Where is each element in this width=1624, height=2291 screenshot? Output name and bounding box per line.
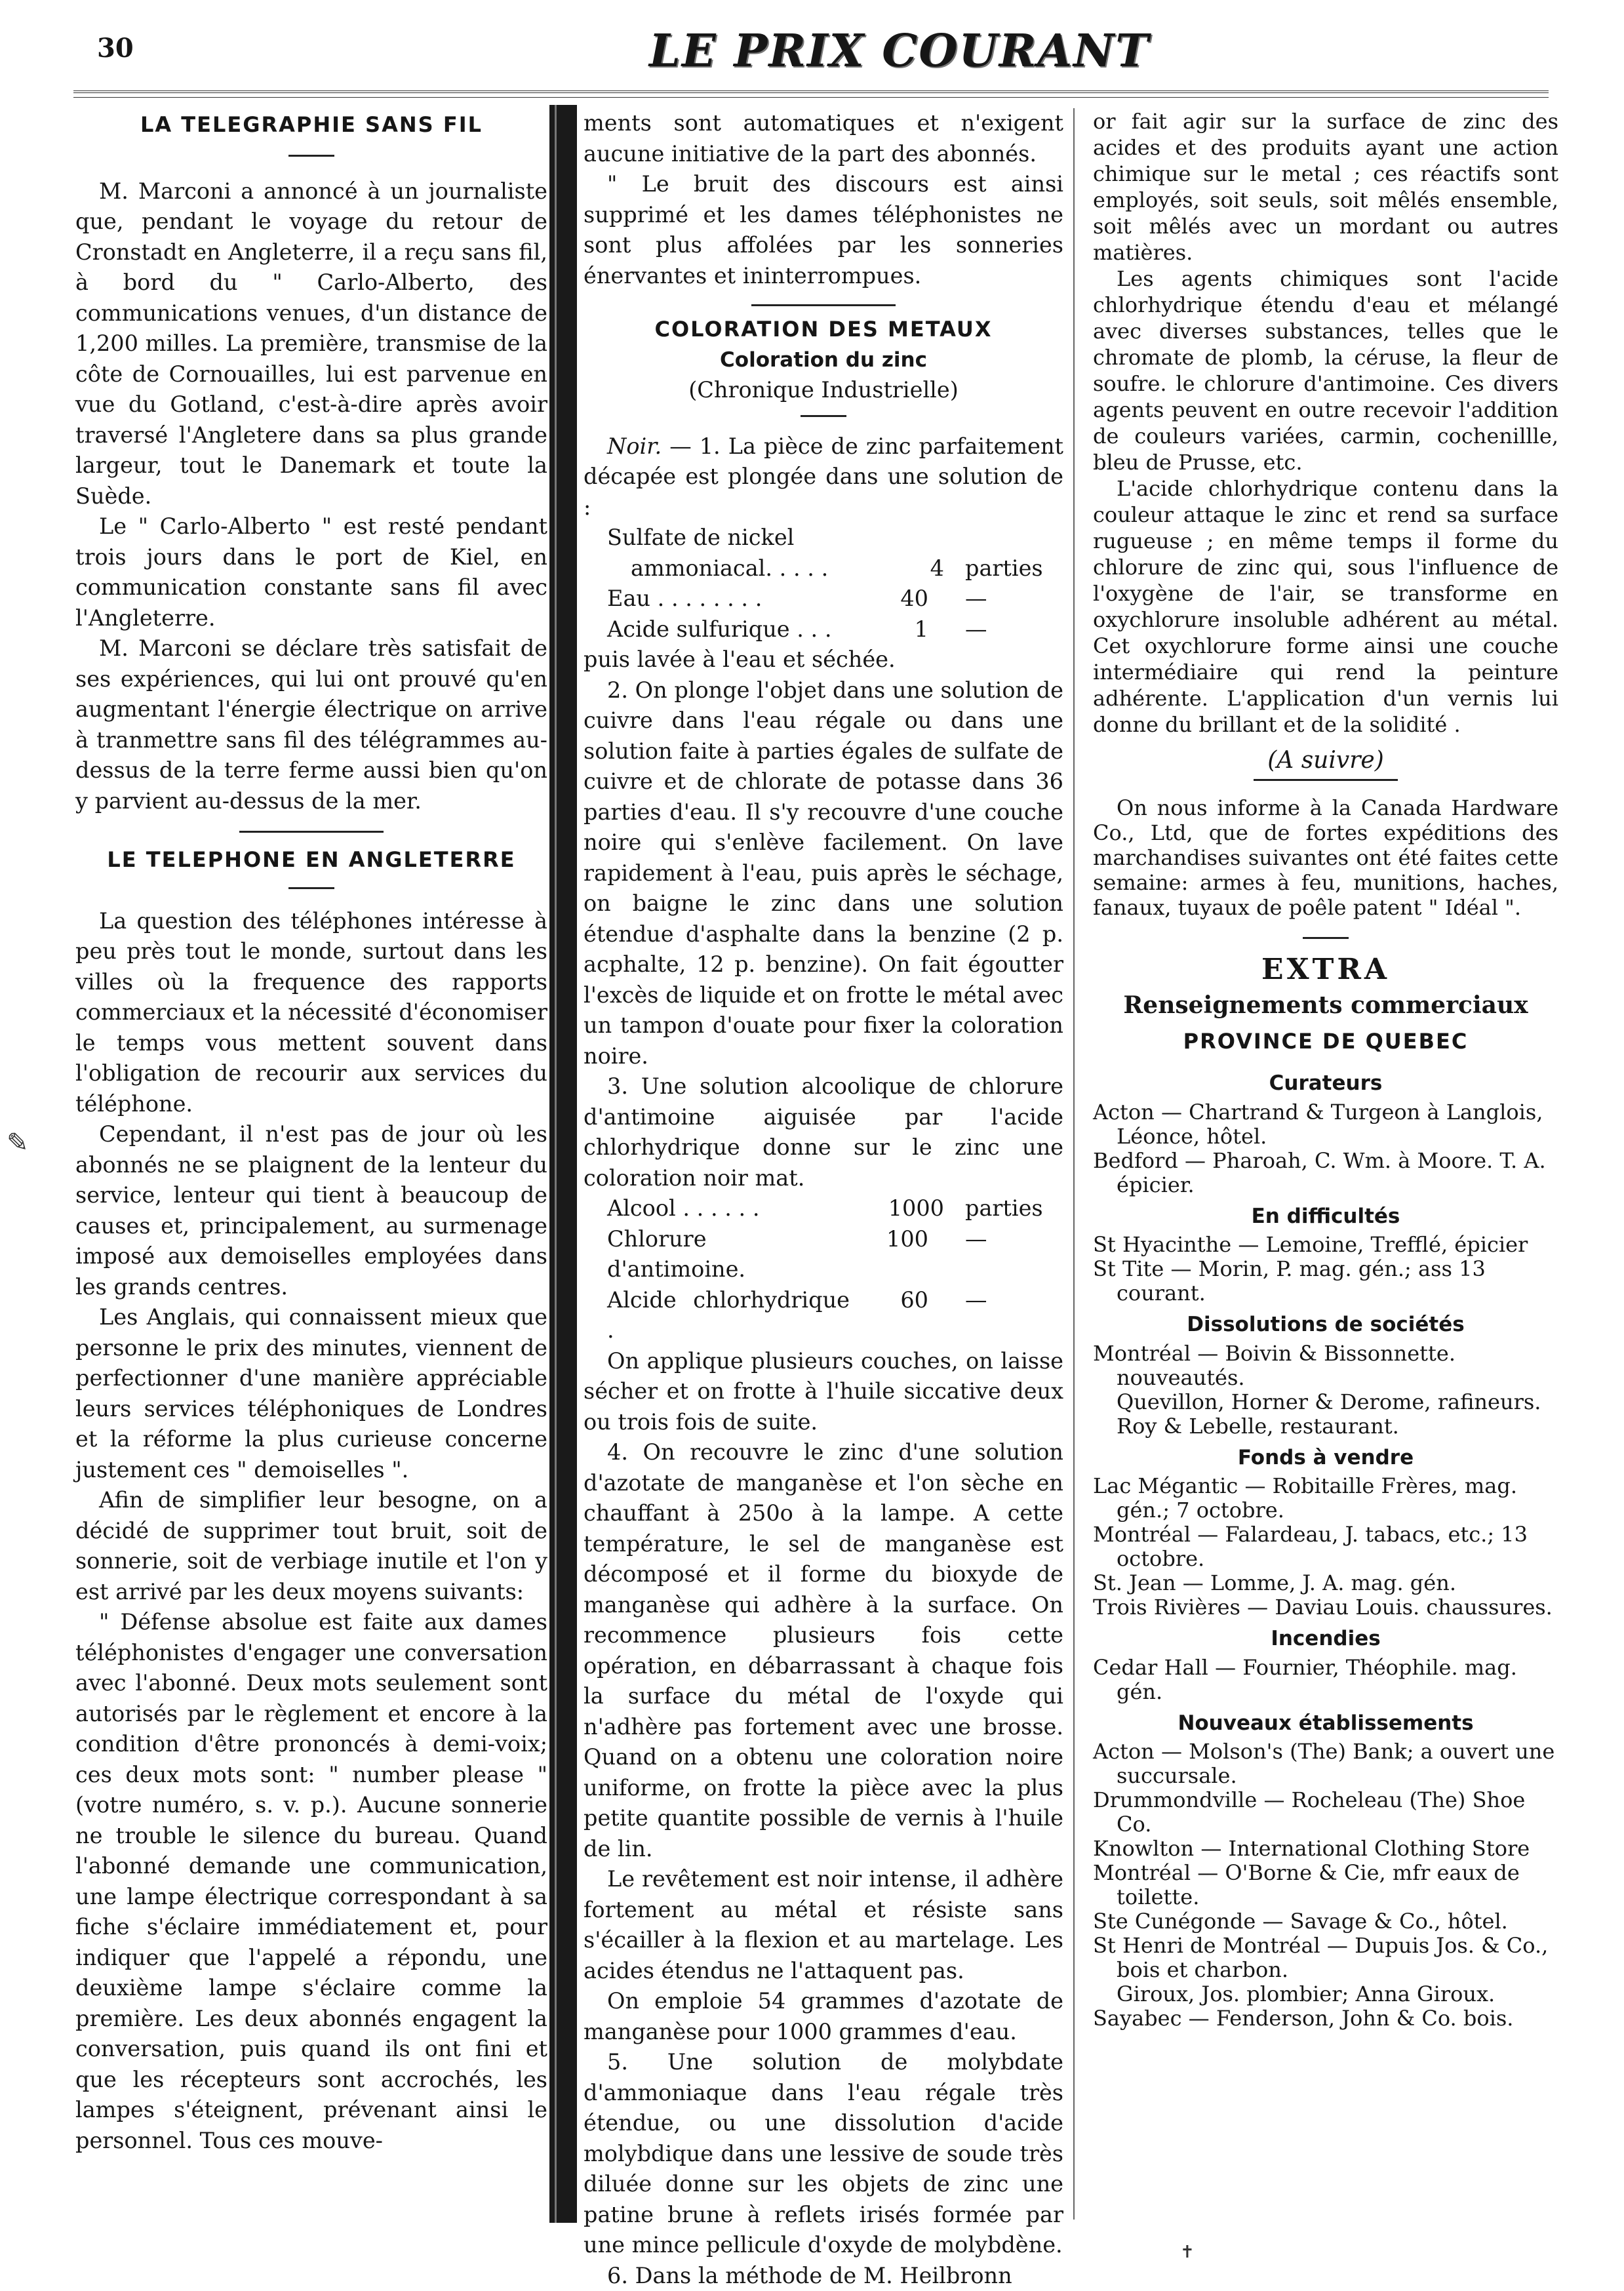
margin-mark-icon: ✎ [7,1128,29,1158]
formula-name: Chlorure d'antimoine. [584,1224,850,1285]
notice-paragraph: On nous informe à la Canada Hardware Co., Ltd, que de fortes expéditions des marchandises suivantes ont été faites cette semaine: armes à feu, munitions, haches, fanaux, tuyaux de poêle patent " Idéal ". [1093,795,1558,920]
formula-row [584,1224,1063,1285]
paragraph: puis lavée à l'eau et séchée. [584,645,1063,675]
article-source: (Chronique Industrielle) [584,375,1063,406]
paragraph: 6. Dans la méthode de M. Heilbronn [584,2261,1063,2291]
formula-name: Alcide chlorhydrique . [584,1285,850,1346]
formula-unit: parties [955,553,1063,584]
paragraph: L'acide chlorhydrique contenu dans la couleur attaque le zinc et rend sa surface rugueuse ; en même temps il forme du chlorure de zinc qui, sous l'influence de l'oxygène de l'air, se transforme en oxychlorure insoluble adhérent au métal. Cet oxychlorure forme ainsi une couche intermédiaire qui rend la peinture adhérente. L'application d'un vernis lui donne du brillant et de la solidité . [1093,475,1558,738]
formula-row [584,584,1063,614]
list-item: St Tite — Morin, P. mag. gén.; ass 13 courant. [1093,1257,1558,1305]
paragraph: M. Marconi a annoncé à un journaliste que, pendant le voyage du retour de Cronstadt en Angleterre, il a reçu sans fil, à bord du " Carlo-Alberto, des communications venues, d'un distance de 1,200 milles. La première, transmise de la côte de Cornouailles, lui est parvenue en vue du Gotland, c'est-à-dire après avoir traversé l'Angletere dans sa plus grande largeur, tout le Danemark et toute la Suède. [75,176,547,512]
province-heading: PROVINCE DE QUEBEC [1093,1026,1558,1057]
list-item: Sayabec — Fenderson, John & Co. bois. [1093,2006,1558,2031]
paragraph: " Défense absolue est faite aux dames téléphonistes d'engager une conversation avec l'abonné. Deux mots seulement sont autorisés par le règlement et encore à la condition d'être prononcés à demi-voix; ces deux mots sont: " number please " (votre numéro, s. v. p.). Aucune sonnerie ne trouble le silence du bureau. Quand l'abonné demande une communication, une lampe électrique correspondant à sa fiche s'éclaire immédiatement et, pour indiquer que l'appelé a répondu, une deuxième lampe s'éclaire comme la première. Les deux abonnés engagent la conversation, puis quand ils ont fini et que les récepteurs sont accrochés, les lampes s'éteignent, prévenant ainsi le personnel. Tous ces mouve- [75,1607,547,2156]
paragraph: 4. On recouvre le zinc d'une solution d'azotate de manganèse et l'on sèche en chauffant à 250o à la lampe. A cette température, le sel de manganèse est décomposé et il forme du bioxyde de manganèse qui adhère à la surface. On recommence plusieurs fois cette opération, en débarrassant à chaque fois la surface du métal de l'oxyde qui n'adhère pas fortement avec une brosse. Quand on a obtenu une coloration noire uniforme, on frotte la pièce avec la plus petite quantite possible de vernis à l'huile de lin. [584,1437,1063,1864]
list-item: Acton — Chartrand & Turgeon à Langlois, Léonce, hôtel. [1093,1100,1558,1149]
paragraph: or fait agir sur la surface de zinc des acides et des produits ayant une action chimique sur le metal ; ces réactifs sont employés, soit seuls, soit mêlés ensemble, soit mêlés avec un mordant ou autres matières. [1093,108,1558,266]
noir-label: Noir. [607,433,662,459]
paragraph: Afin de simplifier leur besogne, on a décidé de supprimer tout bruit, soit de sonnerie, soit de verbiage inutile et l'on y est arrivé par les deux moyens suivants: [75,1485,547,1607]
formula-unit: parties [955,1193,1063,1224]
formula-name: ammoniacal. . . . . [584,553,865,584]
title-rule [1303,937,1349,939]
formula-qty: 1 [850,614,939,645]
title-rule [288,887,334,889]
paragraph: ments sont automatiques et n'exigent aucune initiative de la part des abonnés. [584,108,1063,169]
list-item: Lac Mégantic — Robitaille Frères, mag. gén.; 7 octobre. [1093,1474,1558,1523]
paragraph: Les Anglais, qui connaissent mieux que personne le prix des minutes, viennent de perfectionner d'une manière appréciable leurs services téléphoniques de Londres et la réforme la plus curieuse concerne justement ces " demoiselles ". [75,1302,547,1485]
column-2 [584,108,1063,2226]
paragraph: Cependant, il n'est pas de jour où les abonnés ne se plaignent de la lenteur du service, lenteur qui tient à beaucoup de causes et, principalement, au surmenage imposé aux demoiselles employées dans les grands centres. [75,1119,547,1302]
formula-row [584,614,1063,645]
section-heading: En difficultés [1093,1201,1558,1232]
paragraph [584,431,1063,523]
section-heading: Dissolutions de sociétés [1093,1309,1558,1340]
paragraph: Le revêtement est noir intense, il adhère fortement au métal et résiste sans s'écailler à la flexion et au martelage. Les acides étendus ne l'attaquent pas. [584,1864,1063,1986]
list-item: Cedar Hall — Fournier, Théophile. mag. gén. [1093,1656,1558,1704]
paragraph: La question des téléphones intéresse à peu près tout le monde, surtout dans les villes où la frequence des rapports commerciaux et la nécessité d'économiser le temps vous mettent souvent dans l'obligation de recourir aux services du téléphone. [75,906,547,1120]
section-rule [239,831,384,833]
list-item: Quevillon, Horner & Derome, rafineurs. [1093,1390,1558,1414]
list-item: Drummondville — Rocheleau (The) Shoe Co. [1093,1788,1558,1837]
list-item: Roy & Lebelle, restaurant. [1093,1414,1558,1439]
list-item: Giroux, Jos. plombier; Anna Giroux. [1093,1982,1558,2006]
formula-qty: 1000 [865,1193,955,1224]
binding-gutter [549,105,577,2223]
formula-name: Eau . . . . . . . . [584,584,850,614]
extra-heading: EXTRA [1093,955,1558,986]
formula-row [584,1285,1063,1346]
list-item: St Henri de Montréal — Dupuis Jos. & Co., bois et charbon. [1093,1934,1558,1982]
renseignements-heading: Renseignements commerciaux [1093,990,1558,1021]
formula-qty: 40 [850,584,939,614]
list-item: Montréal — O'Borne & Cie, mfr eaux de toilette. [1093,1861,1558,1909]
formula-qty: 4 [865,553,955,584]
paragraph-text: — 1. La pièce de zinc parfaitement décapée est plongée dans une solution de : [584,433,1063,520]
header-rule [73,90,1549,98]
paragraph: 3. Une solution alcoolique de chlorure d'antimoine aiguisée par l'acide chlorhydrique donne sur le zinc une coloration noir mat. [584,1071,1063,1193]
list-item: Bedford — Pharoah, C. Wm. à Moore. T. A. épicier. [1093,1149,1558,1197]
article-title-telegraphie: LA TELEGRAPHIE SANS FIL [75,110,547,140]
formula-unit: — [939,614,1063,645]
section-heading: Incendies [1093,1624,1558,1654]
formula-head: Sulfate de nickel [584,523,1063,553]
paragraph: 5. Une solution de molybdate d'ammoniaque dans l'eau régale très étendue, ou une dissolution d'acide molybdique dans une lessive de soude très diluée donne sur les objets de zinc une patine brune à reflets irisés formée par une mince pellicule d'oxyde de molybdène. [584,2047,1063,2261]
masthead-logo: LE PRIX COURANT [649,25,1150,77]
formula-name: Acide sulfurique . . . [584,614,850,645]
paragraph: M. Marconi se déclare très satisfait de ses expériences, qui lui ont prouvé qu'en augmentant l'énergie électrique on arrive à tranmettre sans fil des télégrammes au-dessus de la terre ferme aussi bien qu'on y parvient au-dessus de la mer. [75,633,547,816]
list-item: Knowlton — International Clothing Store [1093,1837,1558,1861]
a-suivre: (A suivre) [1093,746,1558,776]
column-divider [1073,108,1075,2220]
formula-unit: — [939,1285,1063,1346]
section-heading: Curateurs [1093,1068,1558,1099]
title-rule [801,415,846,417]
list-item: Montréal — Boivin & Bissonnette. nouveautés. [1093,1342,1558,1390]
list-item: Trois Rivières — Daviau Louis. chaussures. [1093,1595,1558,1620]
paragraph: 2. On plonge l'objet dans une solution de cuivre dans l'eau régale ou dans une solution faite à parties égales de sulfate de cuivre et de chlorate de potasse dans 36 parties d'eau. Il s'y recouvre d'une couche noire qui s'enlève facilement. On lave rapidement à l'eau, puis après le séchage, on baigne le zinc dans une solution étendue d'asphalte dans la benzine (2 p. acphalte, 12 p. benzine). On fait égoutter l'excès de liquide et on frotte le métal avec un tampon d'ouate pour fixer la coloration noire. [584,675,1063,1072]
list-item: Montréal — Falardeau, J. tabacs, etc.; 13 octobre. [1093,1523,1558,1571]
list-item: Acton — Molson's (The) Bank; a ouvert une succursale. [1093,1740,1558,1788]
column-1 [75,108,547,2226]
formula-qty: 60 [850,1285,939,1346]
title-rule [288,155,334,157]
formula-row [584,1193,1063,1224]
article-title-coloration: COLORATION DES METAUX [584,314,1063,345]
article-title-telephone: LE TELEPHONE EN ANGLETERRE [75,845,547,875]
footer-mark-icon: ✝ [1180,2242,1195,2262]
section-rule [751,304,896,306]
paragraph: On applique plusieurs couches, on laisse sécher et on frotte à l'huile siccative deux ou trois fois de suite. [584,1346,1063,1438]
paragraph: Les agents chimiques sont l'acide chlorhydrique étendu d'eau et mélangé avec diverses substances, telles que le chromate de plomb, la céruse, la fleur de soufre. le chlorure d'antimoine. Ces divers agents peuvent en outre recevoir l'addition de couleurs variées, carmin, cochenillle, bleu de Prusse, etc. [1093,266,1558,475]
formula-row [584,553,1063,584]
section-heading: Fonds à vendre [1093,1443,1558,1473]
formula-name: Alcool . . . . . . [584,1193,865,1224]
paragraph: " Le bruit des discours est ainsi supprimé et les dames téléphonistes ne sont plus affolées par les sonneries énervantes et ininterrompues. [584,169,1063,291]
list-item: St. Jean — Lomme, J. A. mag. gén. [1093,1571,1558,1595]
list-item: Ste Cunégonde — Savage & Co., hôtel. [1093,1909,1558,1934]
column-3 [1093,108,1558,2226]
list-item: St Hyacinthe — Lemoine, Trefflé, épicier [1093,1233,1558,1257]
section-rule [1254,779,1398,781]
article-subtitle: Coloration du zinc [584,345,1063,376]
page-number: 30 [97,33,134,64]
section-heading: Nouveaux établissements [1093,1708,1558,1739]
formula-unit: — [939,584,1063,614]
formula-qty: 100 [850,1224,939,1285]
paragraph: On emploie 54 grammes d'azotate de manganèse pour 1000 grammes d'eau. [584,1986,1063,2047]
formula-unit: — [939,1224,1063,1285]
paragraph: Le " Carlo-Alberto " est resté pendant trois jours dans le port de Kiel, en communication constante sans fil avec l'Angleterre. [75,511,547,633]
